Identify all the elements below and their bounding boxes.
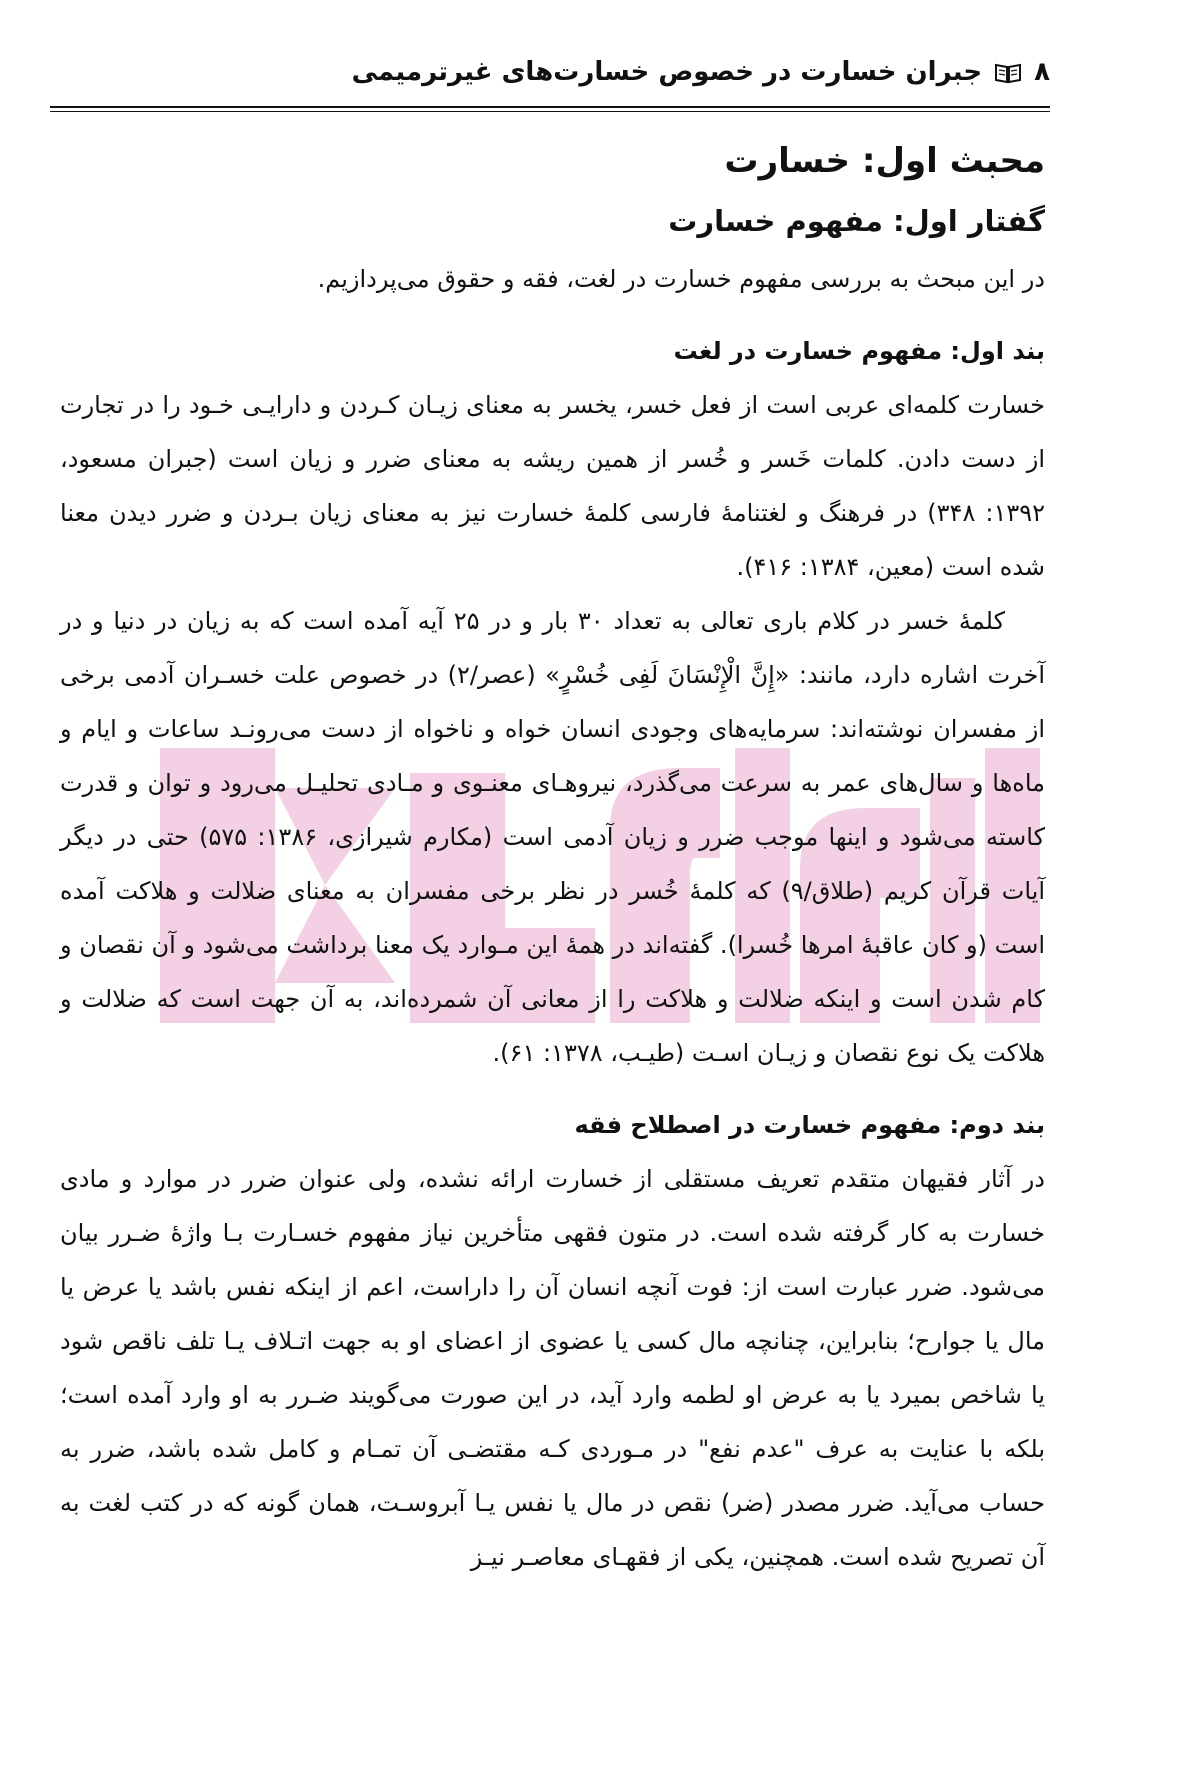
section-heading: محبث اول: خسارت xyxy=(724,141,1045,181)
running-header xyxy=(50,48,1050,100)
page-number: ۸ xyxy=(1034,57,1050,87)
band2-heading: بند دوم: مفهوم خسارت در اصطلاح فقه xyxy=(574,1111,1045,1139)
band1-paragraph-1: خسارت کلمه‌ای عربی است از فعل خسر، یخسر به معنای زیـان کـردن و دارایـی خـود را در تجارت از دست دادن. کلمات خَسر و خُسر از همین ریشه به معنای ضرر و زیان است (جبران مسعود، ۱۳۹۲: ۳۴۸) در فرهنگ و لغتنامهٔ فارسی کلمهٔ خسارت نیز به معنای زیان بـردن و ضرر دیدن معنا شده است (معین، ۱۳۸۴: ۴۱۶). xyxy=(60,391,1045,581)
page-body xyxy=(60,128,1045,1584)
open-book-icon xyxy=(994,61,1022,83)
subsection-heading: گفتار اول: مفهوم خسارت xyxy=(668,204,1045,238)
header-rule-thin xyxy=(50,111,1050,112)
header-rule xyxy=(50,106,1050,108)
band1-heading: بند اول: مفهوم خسارت در لغت xyxy=(673,337,1045,365)
intro-paragraph: در این مبحث به بررسی مفهوم خسارت در لغت، فقه و حقوق می‌پردازیم. xyxy=(317,265,1045,293)
band2-paragraph-1: در آثار فقیهان متقدم تعریف مستقلی از خسارت ارائه نشده، ولی عنوان ضرر در موارد و مادی خسارت به کار گرفته شده است. در متون فقهی متأخرین نیاز مفهوم خسـارت بـا واژهٔ ضـرر بیان می‌شود. ضرر عبارت است از: فوت آنچه انسان آن را داراست، اعم از اینکه نفس باشد یا عرض یا مال یا جوارح؛ بنابراین، چنانچه مال کسی یا عضوی از اعضای او به جهت اتـلاف یـا تلف ناقص شود یا شاخص بمیرد یا به عرض او لطمه وارد آید، در این صورت می‌گویند ضـرر به او وارد آمده است؛ بلکه با عنایت به عرف "عدم نفع" در مـوردی کـه مقتضـی آن تمـام و کامل شده باشد، ضرر به حساب می‌آید. ضرر مصدر (ضر) نقص در مال یا نفس یـا آبروسـت، همان گونه که در کتب لغت به آن تصریح شده است. همچنین، یکی از فقهـای معاصـر نیـز xyxy=(60,1165,1045,1571)
band1-paragraph-2: کلمهٔ خسر در کلام باری تعالی به تعداد ۳۰ بار و در ۲۵ آیه آمده است که به زیان در دنیا و در آخرت اشاره دارد، مانند: «إِنَّ الْإِنْسَانَ لَفِی خُسْرٍ» (عصر/۲) در خصوص علت خسـران آدمی برخی از مفسران نوشته‌اند: سرمایه‌های وجودی انسان خواه و ناخواه از دست می‌رونـد ساعات و ایام و ماه‌ها و سال‌های عمر به سرعت می‌گذرد، نیروهـای معنـوی و مـادی تحلیـل می‌رود و توان و قدرت کاسته می‌شود و اینها موجب ضرر و زیان آدمی است (مکارم شیرازی، ۱۳۸۶: ۵۷۵) حتی در دیگر آیات قرآن کریم (طلاق/۹) که کلمهٔ خُسر در نظر برخی مفسران به معنای ضلالت و هلاکت آمده است (و کان عاقبهٔ امرها خُسرا). گفته‌اند در همهٔ این مـوارد یک معنا برداشت می‌شود و آن نقصان و کام شدن است و اینکه ضلالت و هلاکت را از معانی آن شمرده‌اند، به آن جهت است که ضلالت و هلاکت یک نوع نقصان و زیـان اسـت (طیـب، ۱۳۷۸: ۶۱). xyxy=(60,607,1046,1067)
book-title: جبران خسارت در خصوص خسارت‌های غیرترمیمی xyxy=(351,57,983,87)
